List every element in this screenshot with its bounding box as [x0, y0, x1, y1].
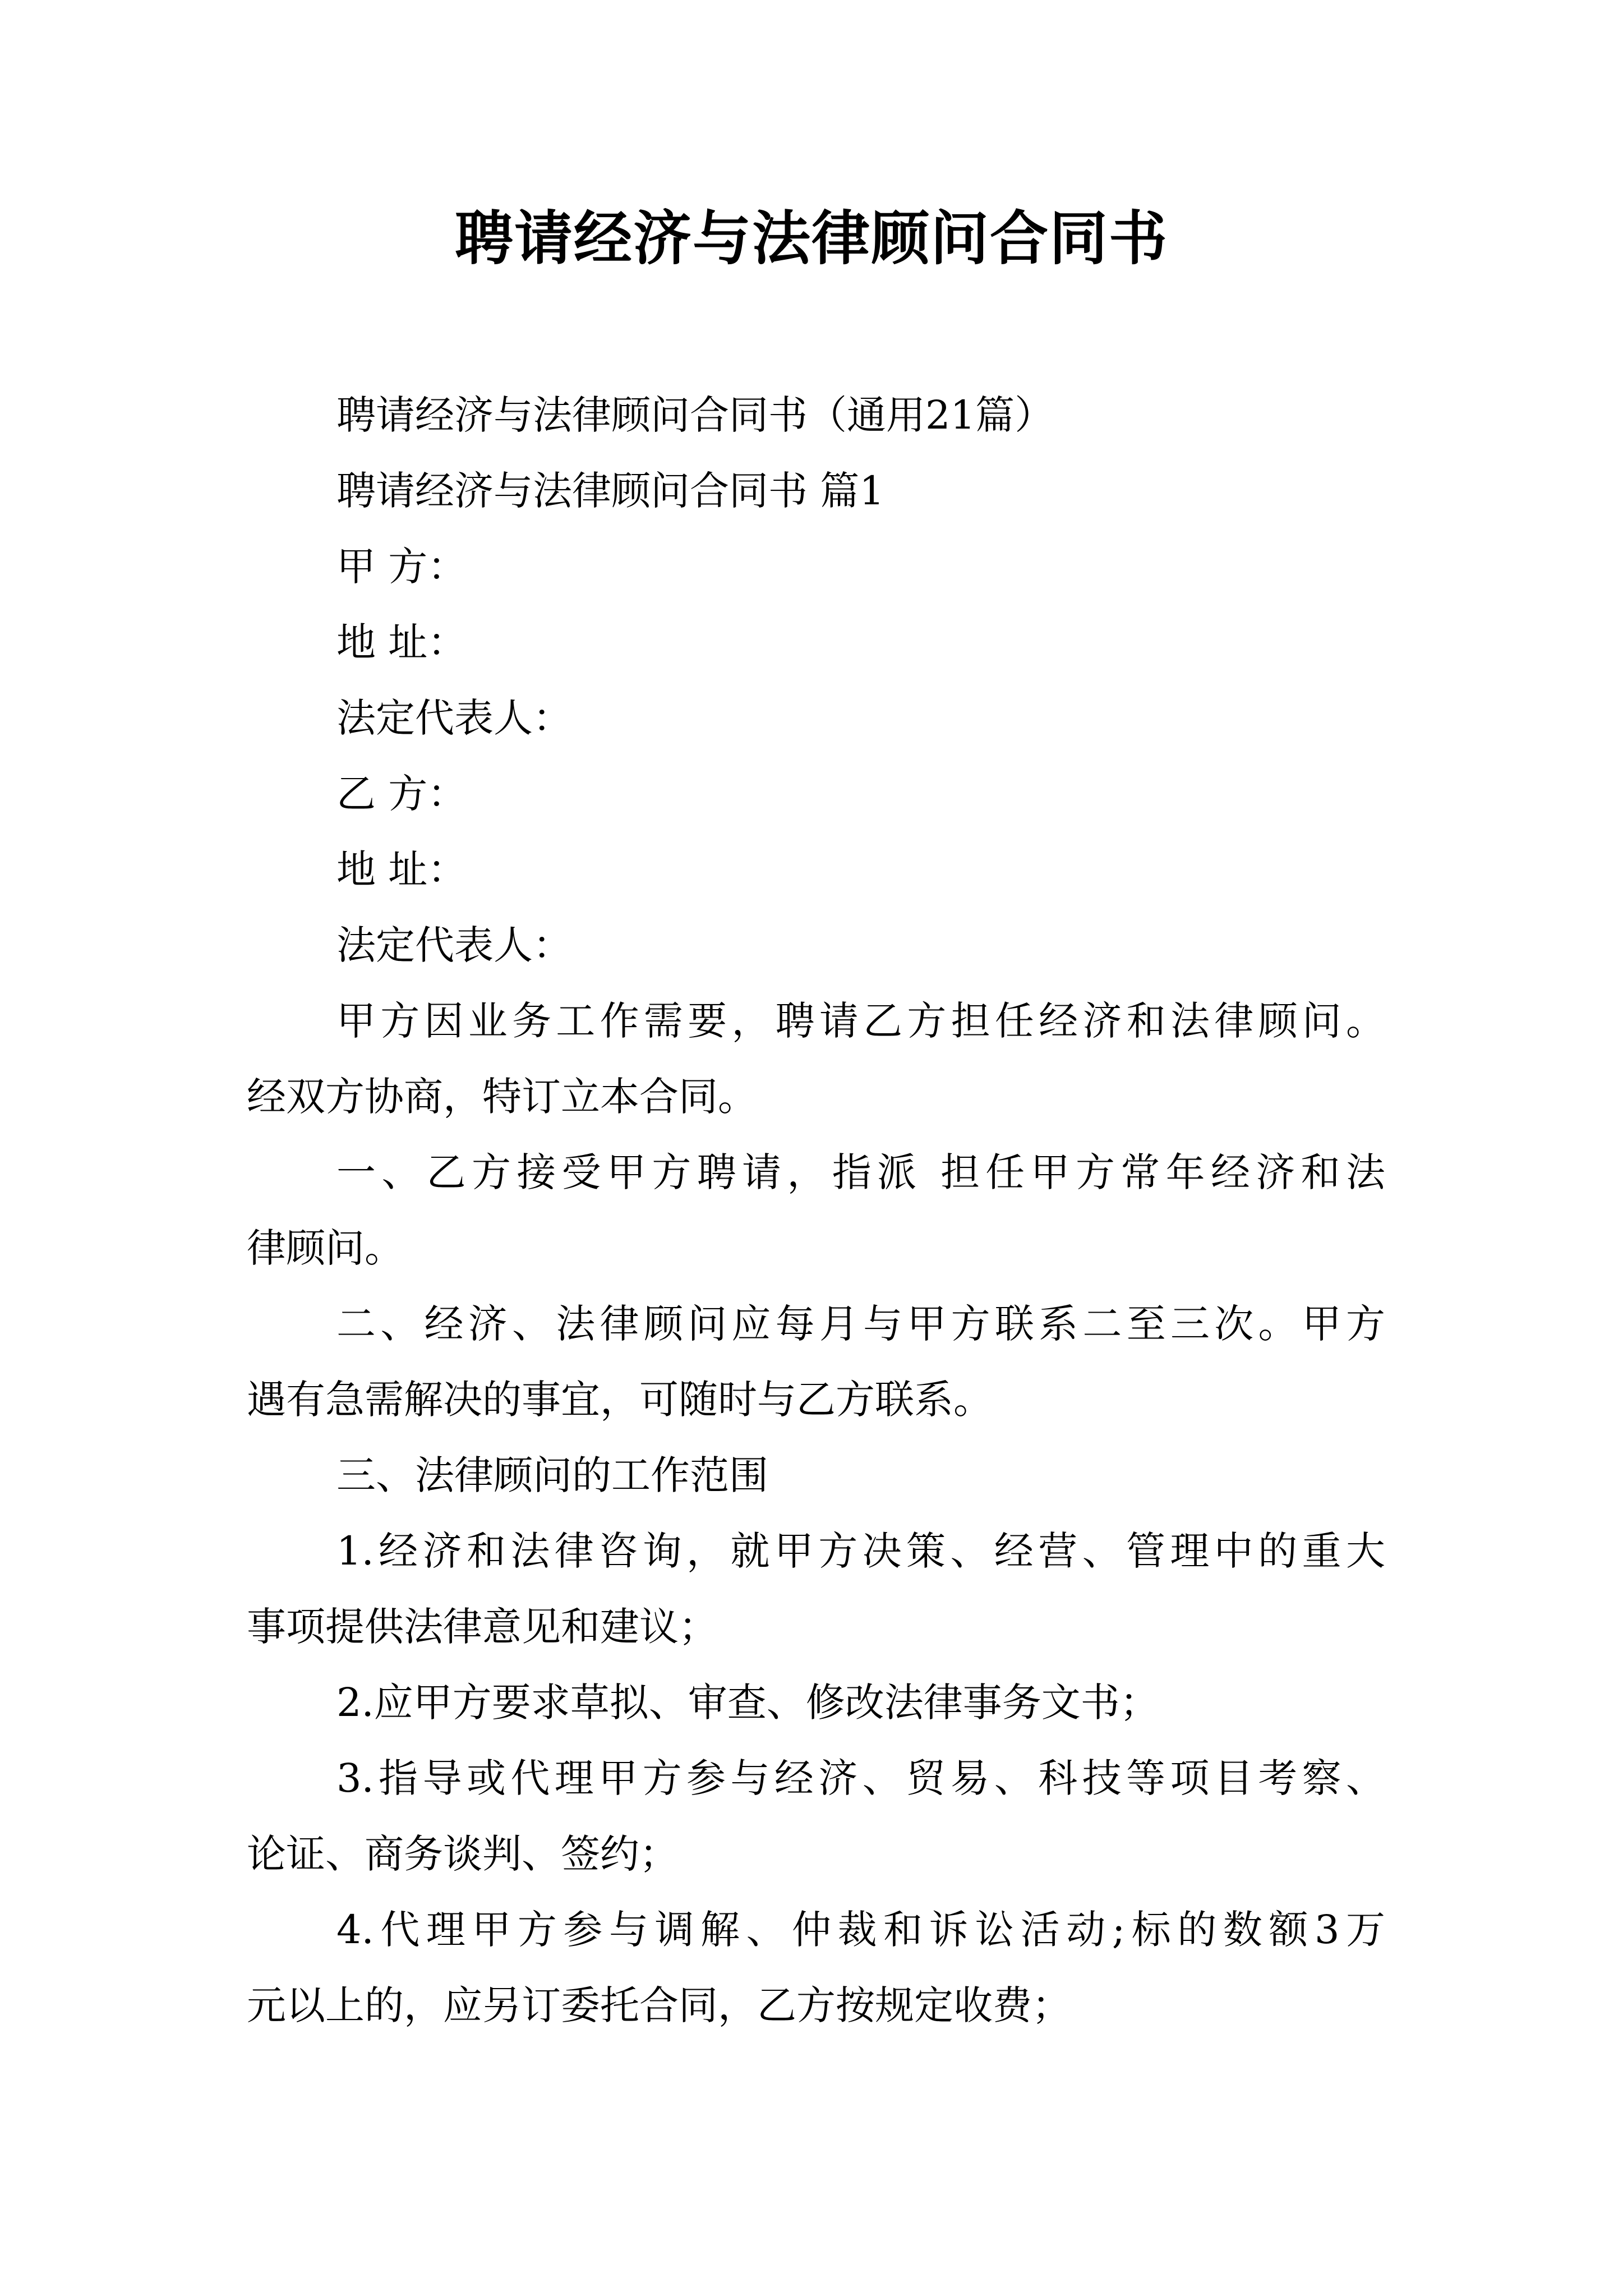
paragraph-line: 甲方因业务工作需要，聘请乙方担任经济和法律顾问。	[336, 998, 1385, 1044]
paragraph-line: 一、乙方接受甲方聘请，指派 担任甲方常年经济和法	[336, 1149, 1385, 1195]
party-b-representative-label: 法定代表人：	[336, 922, 572, 968]
paragraph-line: 经双方协商，特订立本合同。	[247, 1074, 757, 1120]
section-heading: 聘请经济与法律顾问合同书 篇1	[336, 468, 884, 514]
paragraph-line: 2.应甲方要求草拟、审查、修改法律事务文书；	[336, 1680, 1159, 1726]
document-title: 聘请经济与法律顾问合同书	[454, 204, 1168, 273]
paragraph-line: 律顾问。	[247, 1225, 404, 1271]
party-a-representative-label: 法定代表人：	[336, 695, 572, 741]
paragraph-line: 3.指导或代理甲方参与经济、贸易、科技等项目考察、	[336, 1755, 1385, 1801]
party-a-label: 甲 方：	[336, 544, 467, 590]
paragraph-line: 1.经济和法律咨询，就甲方决策、经营、管理中的重大	[336, 1528, 1385, 1574]
paragraph-line: 元以上的，应另订委托合同，乙方按规定收费；	[247, 1982, 1071, 2028]
party-b-address-label: 地 址：	[336, 846, 467, 892]
paragraph-line: 4.代理甲方参与调解、仲裁和诉讼活动;标的数额3万	[336, 1907, 1385, 1953]
party-b-label: 乙 方：	[336, 771, 467, 817]
party-a-address-label: 地 址：	[336, 619, 467, 665]
clause-heading: 三、法律顾问的工作范围	[336, 1452, 768, 1498]
subtitle-line: 聘请经济与法律顾问合同书（通用21篇）	[336, 392, 1054, 438]
paragraph-line: 论证、商务谈判、签约；	[247, 1831, 679, 1877]
paragraph-line: 遇有急需解决的事宜，可随时与乙方联系。	[247, 1377, 993, 1423]
paragraph-line: 二、经济、法律顾问应每月与甲方联系二至三次。甲方	[336, 1301, 1385, 1347]
paragraph-line: 事项提供法律意见和建议；	[247, 1604, 718, 1650]
